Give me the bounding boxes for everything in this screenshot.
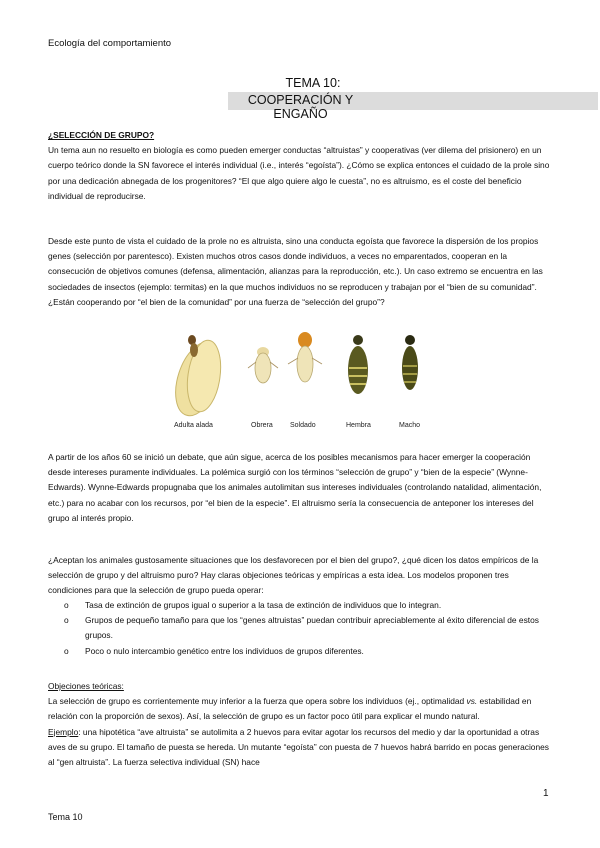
paragraph-3-block [48, 450, 553, 526]
caption-soldier: Soldado [290, 422, 316, 429]
example-text: : una hipotética “ave altruista” se autolimita a 2 huevos para evitar agotar los recursos del medio y dar la oportunidad a otras aves de su grupo. El tamaño de puesta se hereda. Un mutante “egoísta” con puesta de 7 huevos habrá barrido en pocas generaciones al “gen altruista”. La fuerza selectiva individual (SN) hace [48, 726, 549, 768]
soldier-termite [288, 332, 322, 382]
paragraph-5-vs: vs. [466, 696, 478, 707]
subsection-heading: Objeciones teóricas: [48, 681, 124, 691]
paragraph-5-part-b: estabilidad en relación con la proporción de sexos). Así, la selección de grupo es un factor poco útil para explicar el mundo natural. [48, 696, 532, 722]
termite-illustration [168, 324, 438, 420]
paragraph-5 [48, 694, 553, 724]
page-number: 1 [543, 788, 549, 799]
caption-female: Hembra [346, 422, 371, 429]
example-paragraph [48, 725, 553, 771]
footer-label: Tema 10 [48, 812, 83, 822]
caption-worker: Obrera [251, 422, 273, 429]
termite-castes-figure [168, 324, 438, 436]
page-title-line1: TEMA 10: [285, 76, 341, 90]
paragraph-3: A partir de los años 60 se inició un debate, que aún sigue, acerca de los posibles mecanismos para hacer emerger la cooperación desde intereses puramente individuales. La polémica surgió con los términos “selección de grupo” y “bien de la especie” (Wynne-Edwards). Wynne-Edwards propugnaba que los animales autolimitan sus intereses individuales (controlando natalidad, alimentación, etc.) para no acabar con los recursos, por “el bien de la especie”. El altruismo sería la consecuencia de anteponer los intereses del grupo al interés propio. [48, 452, 542, 523]
worker-termite [248, 347, 278, 383]
section-1 [48, 128, 553, 204]
conditions-list [64, 598, 544, 659]
caption-male: Macho [399, 422, 421, 429]
list-item [64, 598, 544, 613]
list-bullet: o [64, 645, 69, 656]
paragraph-5-part-a: La selección de grupo es corrientemente muy inferior a la fuerza que opera sobre los individuos (ej., optimalidad [48, 696, 467, 707]
section-3 [48, 679, 553, 770]
paragraph-2-block [48, 234, 553, 310]
list-item [64, 613, 544, 643]
list-item-text: Tasa de extinción de grupos igual o superior a la tasa de extinción de individuos que lo integran. [85, 600, 442, 610]
caption-winged-adult: Adulta alada [174, 422, 213, 429]
list-bullet: o [64, 615, 69, 626]
example-label: Ejemplo [48, 726, 79, 737]
section-heading: ¿SELECCIÓN DE GRUPO? [48, 130, 155, 140]
winged-adult-termite [168, 335, 229, 420]
paragraph-4: ¿Aceptan los animales gustosamente situaciones que los desfavorecen por el bien del grupo?, ¿qué dicen los datos empíricos de la selección de grupo y del altruismo puro? Hay claras objeciones teóricas y empíricas a esta idea. Los modelos proponen tres condiciones para que la selección de grupo pueda operar: [48, 555, 539, 596]
list-bullet: o [64, 600, 69, 610]
paragraph-2: Desde este punto de vista el cuidado de la prole no es altruista, sino una conducta egoísta que favorece la dispersión de los propios genes (selección por parentesco). Existen muchos otros casos donde individuos, a veces no emparentados, cooperan en la consecución de objetivos comunes (defensa, alimentación, alianzas para la reproducción, etc.). Un caso extremo se encuentra en las sociedades de insectos (ejemplo: termitas) en la que muchos individuos no se reproducen y trabajan por el “bien de su comunidad”. ¿Están cooperando por “el bien de la comunidad” por una fuerza de “selección del grupo”? [48, 236, 543, 307]
list-item-text: Grupos de pequeño tamaño para que los “genes altruistas” puedan contribuir apreciablemente al éxito diferencial de estos grupos. [85, 615, 539, 641]
list-item [64, 644, 544, 659]
list-item-text: Poco o nulo intercambio genético entre los individuos de grupos diferentes. [85, 645, 364, 656]
paragraph-1: Un tema aun no resuelto en biología es como pueden emerger conductas “altruistas” y cooperativas (ver dilema del prisionero) en un cuerpo teórico donde la SN favorece el interés individual (i.e., interés “egoísta”). ¿Cómo se explica entonces el cuidado de la prole sino por una dedicación abnegada de los progenitores? “El que algo quiere algo le cuesta”, no es altruismo, es el coste del beneficio individual de reproducirse. [48, 145, 550, 201]
page-title-line2: COOPERACIÓN Y ENGAÑO [247, 93, 354, 121]
running-header: Ecología del comportamiento [48, 38, 172, 49]
paragraph-4-block [48, 553, 553, 599]
female-termite [348, 335, 368, 394]
male-termite [402, 335, 418, 390]
